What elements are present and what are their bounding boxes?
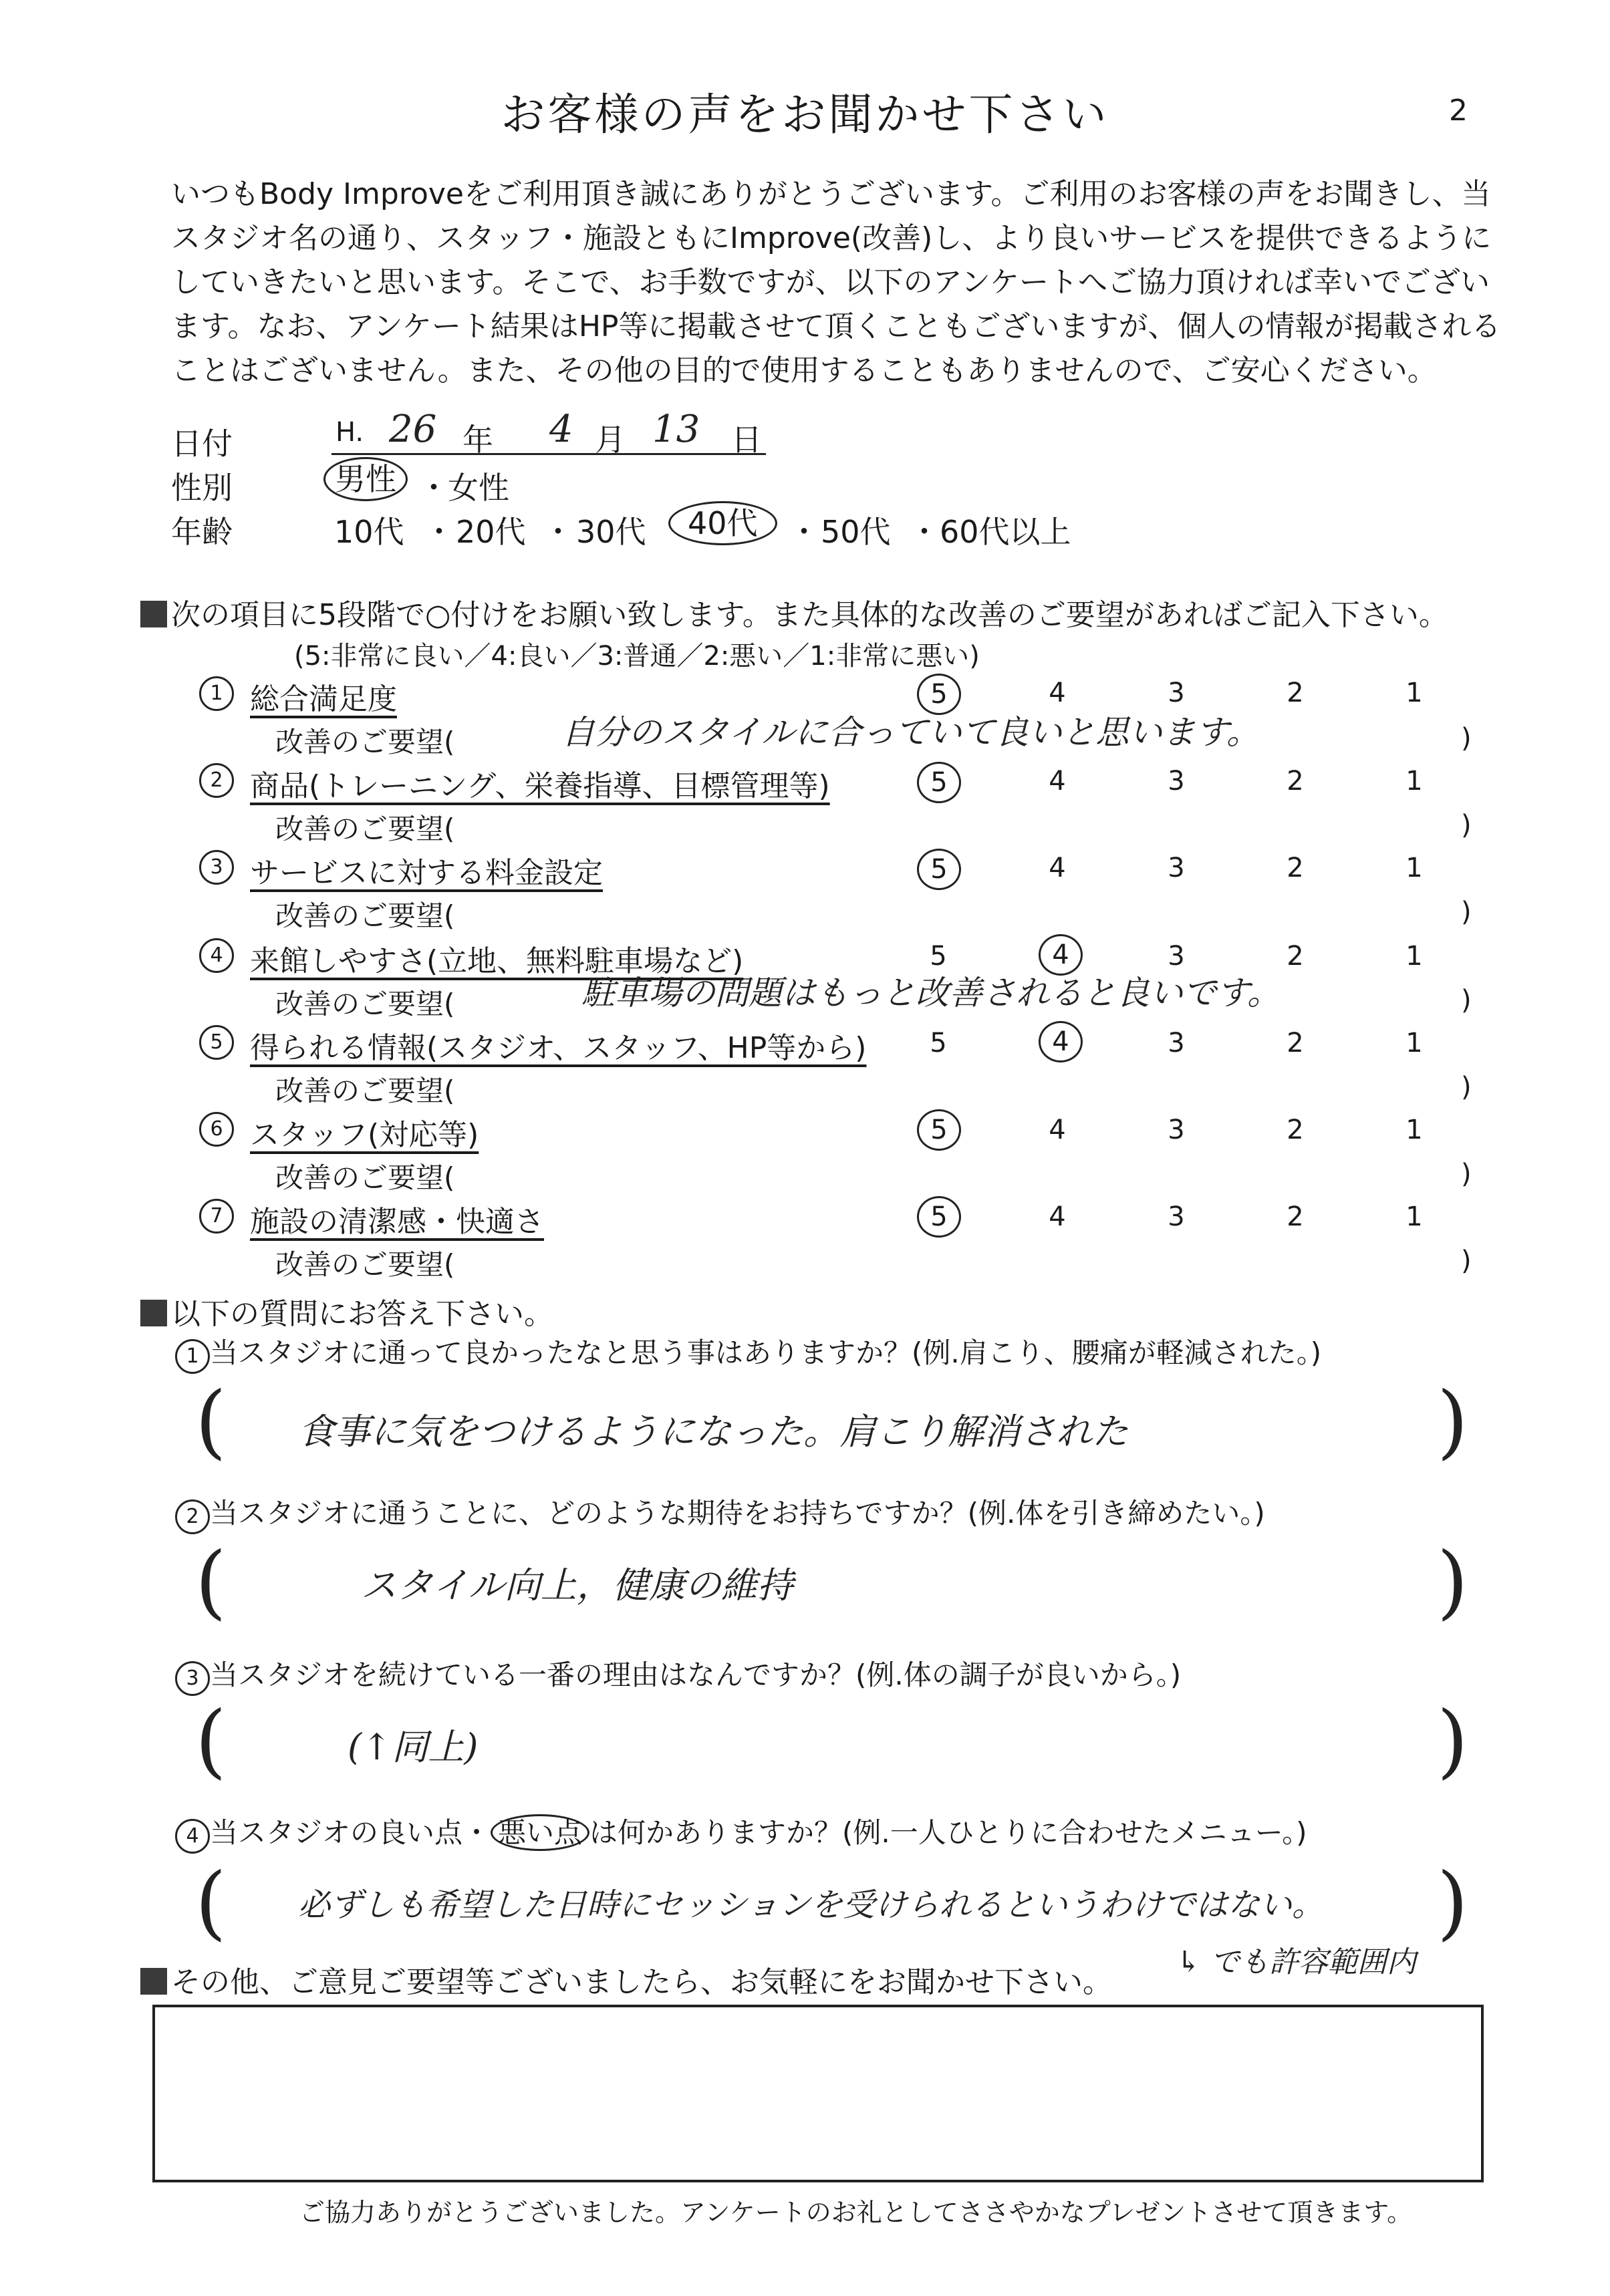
rating-option-selected[interactable]: 5 bbox=[917, 1196, 961, 1238]
day-unit: 日 bbox=[731, 422, 762, 458]
question-4 bbox=[175, 1811, 1307, 1854]
rating-option[interactable]: 5 bbox=[930, 941, 947, 972]
request-label: 改善のご要望( bbox=[275, 1248, 455, 1281]
section-square-icon bbox=[140, 1300, 167, 1326]
rating-option[interactable]: 2 bbox=[1287, 941, 1304, 972]
question-text: 当スタジオに通うことに、どのような期待をお持ちですか？(例.体を引き締めたい。) bbox=[210, 1497, 1265, 1530]
rating-option[interactable]: 1 bbox=[1405, 941, 1423, 972]
rating-option[interactable]: 4 bbox=[1049, 678, 1066, 708]
question-number: 3 bbox=[175, 1661, 210, 1696]
intro-text: いつもBody Improveをご利用頂き誠にありがとうございます。ご利用のお客様の声をお聞きし、当スタジオ名の通り、スタッフ・施設ともにImprove(改善)し、より良いサービスを提供できるようにしていきたいと思います。そこで、お手数ですが、以下のアンケートへご協力頂ければ幸いでございます。なお、アンケート結果はHP等に掲載させて頂くこともございますが、個人の情報が掲載されることはございません。また、その他の目的で使用することもありませんので、ご安心ください。 bbox=[171, 177, 1501, 388]
age-option-20[interactable]: 20代 bbox=[456, 514, 526, 550]
item-title: スタッフ(対応等) bbox=[250, 1118, 479, 1152]
age-option-40-selected[interactable]: 40代 bbox=[668, 501, 777, 545]
item-number: 1 bbox=[199, 676, 234, 711]
age-label: 年齢 bbox=[171, 514, 233, 550]
date-day: 13 bbox=[652, 408, 700, 451]
rating-option[interactable]: 3 bbox=[1168, 1028, 1185, 1058]
answer-1[interactable]: 食事に気をつけるようになった。肩こり解消された bbox=[298, 1411, 1128, 1453]
question-section-header bbox=[140, 1290, 553, 1332]
item-number: 7 bbox=[199, 1199, 234, 1234]
rating-section-header bbox=[140, 591, 1484, 633]
rating-option[interactable]: 2 bbox=[1287, 1115, 1304, 1145]
rating-option[interactable]: 3 bbox=[1168, 1115, 1185, 1145]
item-title: 総合満足度 bbox=[250, 682, 397, 716]
rating-option[interactable]: 4 bbox=[1049, 766, 1066, 797]
rating-option[interactable]: 4 bbox=[1049, 853, 1066, 883]
close-paren: ) bbox=[1461, 723, 1472, 754]
request-label: 改善のご要望( bbox=[275, 899, 455, 932]
section-square-icon bbox=[140, 1968, 167, 1995]
rating-option[interactable]: 1 bbox=[1405, 1201, 1423, 1232]
gender-separator: ・ bbox=[418, 470, 449, 506]
request-label: 改善のご要望( bbox=[275, 1161, 455, 1194]
answer-2[interactable]: スタイル向上，健康の維持 bbox=[361, 1564, 793, 1606]
question-number: 4 bbox=[175, 1819, 210, 1854]
question-text: 当スタジオを続けている一番の理由はなんですか？(例.体の調子が良いから。) bbox=[210, 1659, 1182, 1691]
rating-option[interactable]: 3 bbox=[1168, 678, 1185, 708]
close-paren: ) bbox=[1461, 897, 1472, 927]
question-header-text: 以下の質問にお答え下さい。 bbox=[171, 1297, 553, 1331]
rating-option[interactable]: 4 bbox=[1049, 1115, 1066, 1145]
page-title: お客様の声をお聞かせ下さい bbox=[501, 89, 1109, 140]
question-text: 当スタジオに通って良かったなと思う事はありますか？(例.肩こり、腰痛が軽減された。) bbox=[210, 1336, 1322, 1369]
other-section-header bbox=[140, 1958, 1112, 2001]
page-number: 2 bbox=[1449, 94, 1468, 128]
question-number: 2 bbox=[175, 1499, 210, 1534]
close-paren: ) bbox=[1461, 1246, 1472, 1276]
request-label: 改善のご要望( bbox=[275, 988, 455, 1020]
month-unit: 月 bbox=[595, 422, 626, 458]
close-paren: ) bbox=[1461, 1072, 1472, 1103]
item-number: 3 bbox=[199, 850, 234, 885]
rating-option[interactable]: 2 bbox=[1287, 766, 1304, 797]
age-option-60[interactable]: 60代以上 bbox=[940, 514, 1071, 550]
date-label: 日付 bbox=[171, 426, 233, 462]
date-field[interactable] bbox=[331, 406, 766, 458]
item-title: 得られる情報(スタジオ、スタッフ、HP等から) bbox=[250, 1031, 867, 1065]
rating-option-selected[interactable]: 4 bbox=[1039, 1021, 1083, 1062]
answer-4-note[interactable] bbox=[1176, 1938, 1416, 1981]
year-unit: 年 bbox=[462, 422, 493, 458]
footer-text: ご協力ありがとうございました。アンケートのお礼としてささやかなプレゼントさせて頂きます。 bbox=[299, 2198, 1413, 2227]
comment-box[interactable] bbox=[152, 2005, 1484, 2182]
answer-4-note-text: でも許容範囲内 bbox=[1210, 1945, 1416, 1979]
answer-3[interactable]: (↑同上) bbox=[348, 1726, 479, 1768]
rating-option[interactable]: 3 bbox=[1168, 766, 1185, 797]
rating-option-selected[interactable]: 5 bbox=[917, 849, 961, 890]
rating-option[interactable]: 3 bbox=[1168, 853, 1185, 883]
rating-option[interactable]: 2 bbox=[1287, 1028, 1304, 1058]
item-number: 5 bbox=[199, 1025, 234, 1060]
close-paren: ) bbox=[1461, 810, 1472, 841]
gender-male-option[interactable]: 男性 bbox=[323, 457, 408, 501]
item-title: 商品(トレーニング、栄養指導、目標管理等) bbox=[250, 769, 830, 803]
item-title: 来館しやすさ(立地、無料駐車場など) bbox=[250, 944, 744, 978]
date-month: 4 bbox=[549, 408, 573, 451]
rating-option-selected[interactable]: 5 bbox=[917, 674, 961, 715]
item-number: 6 bbox=[199, 1112, 234, 1147]
gender-label: 性別 bbox=[171, 470, 233, 506]
request-comment[interactable]: 駐車場の問題はもっと改善されると良いです。 bbox=[581, 974, 1281, 1012]
date-year: 26 bbox=[389, 408, 437, 451]
rating-option[interactable]: 3 bbox=[1168, 1201, 1185, 1232]
question-text-circled: 悪い点 bbox=[491, 1814, 589, 1851]
question-3 bbox=[175, 1653, 1181, 1696]
gender-female-option[interactable]: 女性 bbox=[448, 470, 509, 506]
rating-option[interactable]: 1 bbox=[1405, 678, 1423, 708]
rating-option[interactable]: 2 bbox=[1287, 678, 1304, 708]
rating-option-selected[interactable]: 5 bbox=[917, 1109, 961, 1151]
item-title: 施設の清潔感・快適さ bbox=[250, 1205, 544, 1239]
question-text-part1: 当スタジオの良い点・ bbox=[210, 1816, 491, 1849]
other-header-text: その他、ご意見ご要望等ございましたら、お気軽にをお聞かせ下さい。 bbox=[171, 1965, 1112, 1999]
rating-option[interactable]: 1 bbox=[1405, 1115, 1423, 1145]
request-label: 改善のご要望( bbox=[275, 726, 455, 758]
age-option-30[interactable]: 30代 bbox=[576, 514, 646, 550]
request-label: 改善のご要望( bbox=[275, 1074, 455, 1107]
rating-option[interactable]: 1 bbox=[1405, 1028, 1423, 1058]
rating-option[interactable]: 5 bbox=[930, 1028, 947, 1058]
rating-scale-note: (5:非常に良い／4:良い／3:普通／2:悪い／1:非常に悪い) bbox=[294, 641, 980, 672]
request-comment[interactable]: 自分のスタイルに合っていて良いと思います。 bbox=[561, 713, 1260, 752]
section-square-icon bbox=[140, 601, 167, 627]
rating-option[interactable]: 1 bbox=[1405, 766, 1423, 797]
request-label: 改善のご要望( bbox=[275, 813, 455, 845]
date-era: H. bbox=[336, 417, 364, 448]
item-title: サービスに対する料金設定 bbox=[250, 856, 603, 890]
item-number: 4 bbox=[199, 938, 234, 973]
rating-option[interactable]: 1 bbox=[1405, 853, 1423, 883]
rating-option-selected[interactable]: 4 bbox=[1039, 934, 1083, 976]
rating-option[interactable]: 4 bbox=[1049, 1201, 1066, 1232]
question-number: 1 bbox=[175, 1339, 210, 1374]
item-number: 2 bbox=[199, 763, 234, 798]
rating-option[interactable]: 3 bbox=[1168, 941, 1185, 972]
close-paren: ) bbox=[1461, 1159, 1472, 1189]
answer-4[interactable]: 必ずしも希望した日時にセッションを受けられるというわけではない。 bbox=[298, 1886, 1325, 1924]
age-option-10[interactable]: 10代 bbox=[334, 514, 404, 550]
close-paren: ) bbox=[1461, 985, 1472, 1016]
question-2 bbox=[175, 1491, 1265, 1534]
rating-option[interactable]: 2 bbox=[1287, 853, 1304, 883]
rating-option-selected[interactable]: 5 bbox=[917, 762, 961, 803]
question-1 bbox=[175, 1331, 1321, 1374]
arrow-icon: ↳ bbox=[1176, 1945, 1201, 1979]
question-text-part2: は何かありますか？(例.一人ひとりに合わせたメニュー。) bbox=[589, 1816, 1307, 1849]
rating-header-text: 次の項目に5段階で○付けをお願い致します。また具体的な改善のご要望があればご記入下さい。 bbox=[171, 598, 1448, 632]
age-option-50[interactable]: 50代 bbox=[821, 514, 891, 550]
rating-option[interactable]: 2 bbox=[1287, 1201, 1304, 1232]
